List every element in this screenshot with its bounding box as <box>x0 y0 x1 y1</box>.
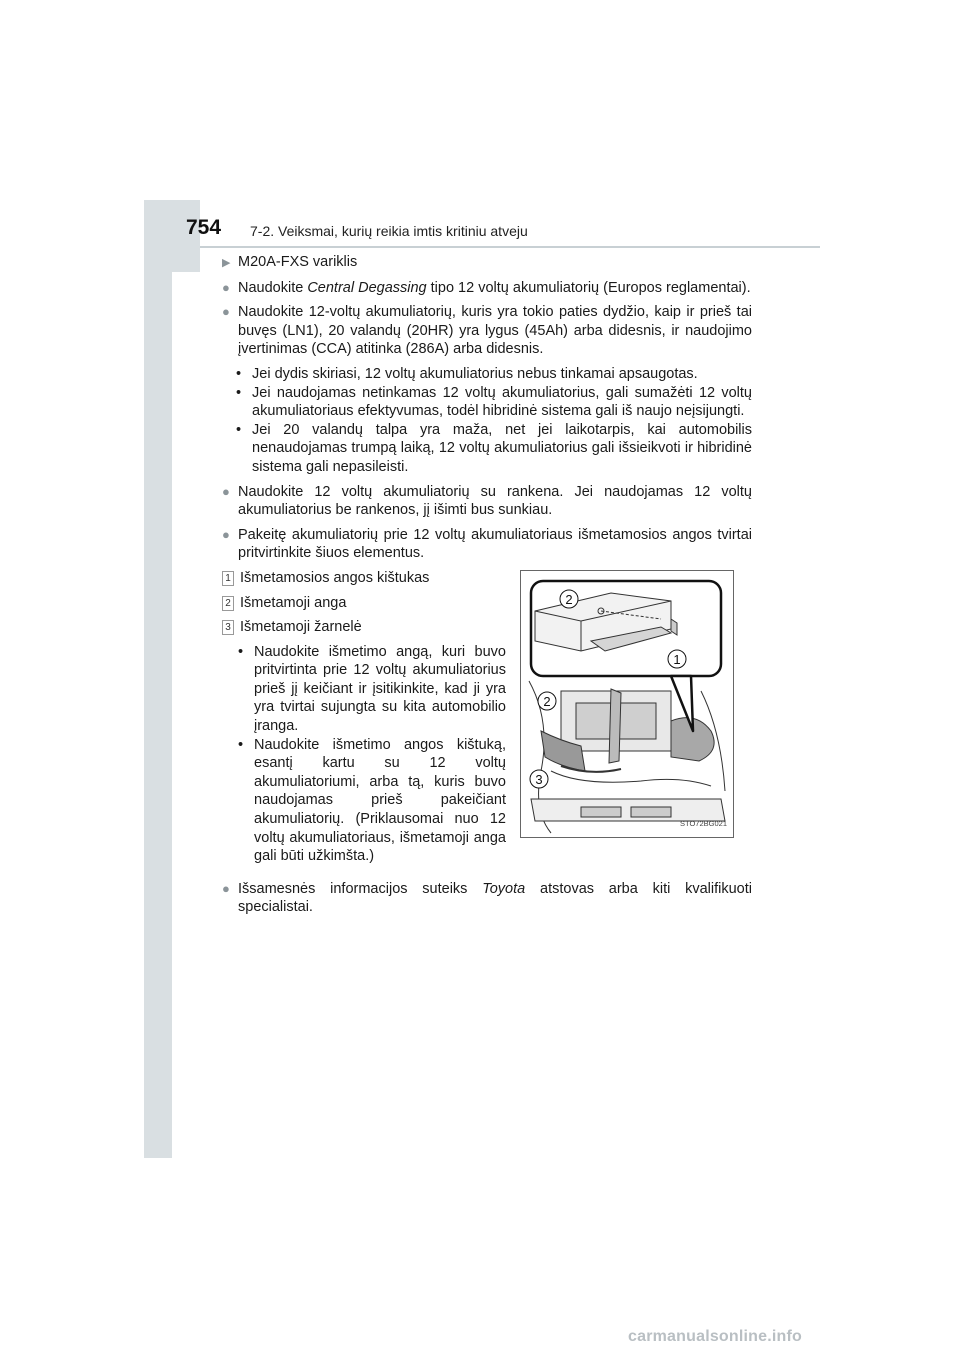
header-rule <box>200 246 820 248</box>
numbered-item: 3 Išmetamoji žarnelė <box>222 618 506 637</box>
list-item: • Naudokite išmetimo angą, kuri buvo pritvirtinta prie 12 voltų akumuliatorius prieš jį keičiant ir įsitikinkite, kad ji yra yra tvirtai sujungta su kita automobilio įranga. <box>238 643 506 735</box>
p5-text-a: Išsamesnės informacijos suteiks <box>238 880 483 897</box>
callout-3: 3 <box>535 771 543 787</box>
callout-1: 1 <box>673 651 681 667</box>
circle-bullet-icon: ● <box>222 279 230 295</box>
callout-2-bottom: 2 <box>543 693 551 709</box>
vent-bullets <box>238 643 506 866</box>
paragraph-vent <box>222 526 752 563</box>
list-item: • Jei 20 valandų talpa yra maža, net jei laikotarpis, kai automobilis nenaudojamas trumpą laiką, 12 voltų akumuliatorius gali išsieikvoti ir hibridinė sistema gali nepasileisti. <box>236 421 752 475</box>
item-number-box: 3 <box>222 620 234 635</box>
battery-vent-illustration <box>520 570 734 838</box>
paragraph-dealer <box>222 880 752 917</box>
p1-text-a: Naudokite <box>238 279 308 296</box>
circle-bullet-icon: ● <box>222 304 230 320</box>
list-item: • Jei dydis skiriasi, 12 voltų akumuliatorius nebus tinkamai apsaugotas. <box>236 365 698 382</box>
page-number: 754 <box>186 216 222 239</box>
vent-items-section <box>222 569 752 872</box>
p1-emphasis: Central Degassing <box>307 279 427 296</box>
p5-emphasis: Toyota <box>482 880 526 897</box>
list-item: • Jei naudojamas netinkamas 12 voltų akumuliatorius, gali sumažėti 12 voltų akumuliatoriaus efektyvumas, todėl hibridinė sistema gali iš naujo neįsijungti. <box>236 384 752 420</box>
illustration-drawing <box>521 571 733 837</box>
section-heading <box>222 253 752 273</box>
callout-2-top: 2 <box>565 591 573 607</box>
paragraph-handle <box>222 483 752 520</box>
vent-items-list <box>222 569 506 872</box>
p3-text: Naudokite 12 voltų akumuliatorių su rankena. Jei naudojamas 12 voltų akumuliatorius be rankenos, jį išimti bus sunkiau. <box>238 483 752 519</box>
paragraph-battery-size <box>222 303 752 359</box>
circle-bullet-icon: ● <box>222 483 230 499</box>
list-item: • Naudokite išmetimo angos kištuką, esantį kartu su 12 voltų akumuliatoriumi, arba tą, kuris buvo naudojamas prieš pakeičiant akumuliatorių. (Priklausomai nuo 12 voltų akumuliatoriaus, išmetamoji anga gali būti užkimšta.) <box>238 736 506 865</box>
p1-text-b: tipo 12 voltų akumuliatorių (Europos reglamentai). <box>426 279 751 296</box>
chapter-title: 7-2. Veiksmai, kurių reikia imtis kritiniu atveju <box>250 223 528 239</box>
item-number-box: 1 <box>222 571 234 586</box>
p4-text: Pakeitę akumuliatorių prie 12 voltų akumuliatoriaus išmetamosios angos tvirtai pritvirtinkite šiuos elementus. <box>238 526 752 562</box>
item-number-box: 2 <box>222 596 234 611</box>
paragraph-battery-type <box>222 279 752 298</box>
numbered-item: 1 Išmetamosios angos kištukas <box>222 569 506 588</box>
sidebar-band <box>144 200 172 1158</box>
figure-code: STO72BG021 <box>680 819 727 829</box>
numbered-item: 2 Išmetamoji anga <box>222 594 506 613</box>
triangle-icon: ▶ <box>222 257 231 269</box>
section-title: M20A-FXS variklis <box>238 254 358 270</box>
battery-size-bullets <box>236 365 752 477</box>
page-content <box>222 253 752 923</box>
p5-text-b: atstovas arba kiti kvalifikuoti specialistai. <box>238 880 752 916</box>
p2-text: Naudokite 12-voltų akumuliatorių, kuris yra tokio paties dydžio, kaip ir prieš tai buvęs (LN1), 20 valandų (20HR) yra lygus (45Ah) arba didesnis, ir naudojimo įvertinimas (CCA) atitinka (286A) arba didesnis. <box>238 304 752 358</box>
circle-bullet-icon: ● <box>222 880 230 896</box>
watermark: carmanualsonline.info <box>628 1328 803 1345</box>
circle-bullet-icon: ● <box>222 526 230 542</box>
